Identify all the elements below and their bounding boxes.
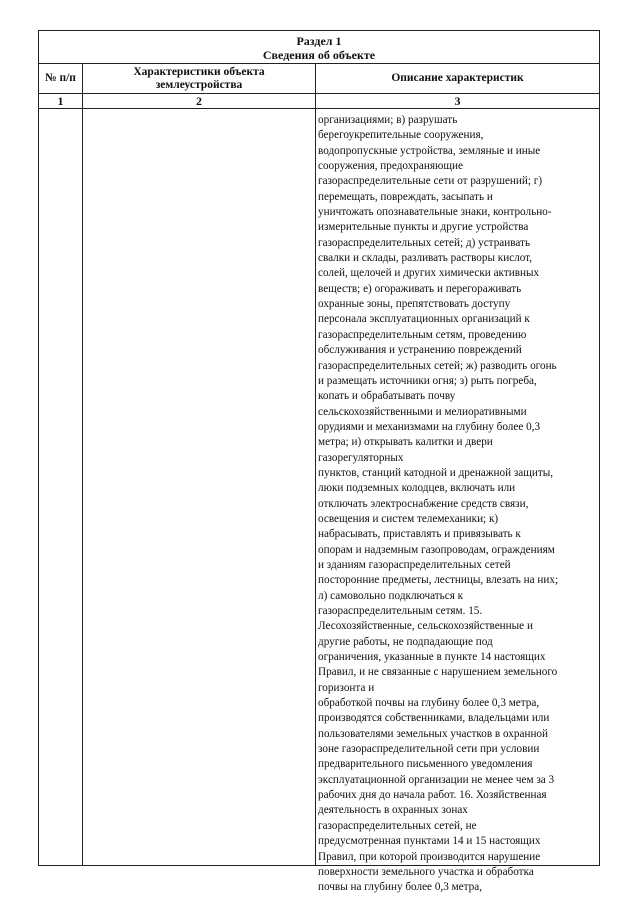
- description-line: и размещать источники огня; з) рыть погреба,: [318, 374, 537, 387]
- description-line: измерительные пункты и другие устройства: [318, 221, 529, 234]
- description-line: Правил, и не связанные с нарушением земельного: [318, 666, 558, 679]
- description-line: свалки и склады, разливать растворы кислот,: [318, 252, 533, 265]
- description-line: набрасывать, приставлять и привязывать к: [318, 528, 521, 541]
- column-number-1: 1: [57, 94, 64, 108]
- description-line: берегоукрепительные сооружения,: [318, 129, 484, 142]
- description-line: посторонние предметы, лестницы, влезать на них;: [318, 574, 559, 587]
- description-line: пользователями земельных участков в охранной: [318, 727, 549, 740]
- section-table: [38, 30, 600, 894]
- description-line: газораспределительных сетей, не: [318, 819, 477, 832]
- description-line: организациями; в) разрушать: [318, 114, 458, 126]
- description-line: солей, щелочей и других химически активных: [318, 267, 540, 280]
- description-line: почвы на глубину более 0,3 метра,: [318, 881, 483, 894]
- description-line: метра; и) открывать калитки и двери: [318, 436, 493, 449]
- column-divider: [82, 63, 83, 865]
- description-line: обработкой почвы на глубину более 0,3 метра,: [318, 697, 540, 710]
- description-line: газораспределительным сетям, проведению: [318, 328, 527, 341]
- description-line: и зданиям газораспределительных сетей: [318, 558, 511, 571]
- description-line: поверхности земельного участка и обработка: [318, 865, 534, 878]
- description-line: водопропускные устройства, земляные и иные: [318, 144, 541, 157]
- description-line: охранные зоны, препятствовать доступу: [318, 298, 511, 311]
- description-line: л) самовольно подключаться к: [318, 589, 464, 602]
- description-line: веществ; е) огораживать и перегораживать: [318, 282, 522, 295]
- description-line: уничтожать опознавательные знаки, контрольно-: [318, 206, 552, 219]
- description-line: персонала эксплуатационных организаций к: [318, 313, 530, 326]
- description-line: эксплуатационной организации не менее чем за 3: [318, 773, 555, 786]
- section-title: Раздел 1: [296, 34, 342, 48]
- description-line: газораспределительных сетей; ж) разводить огонь: [318, 359, 557, 372]
- description-line: зоне газораспределительной сети при условии: [318, 743, 540, 756]
- description-line: люки подземных колодцев, включать или: [318, 482, 516, 495]
- description-line: обслуживания и устранению повреждений: [318, 344, 522, 357]
- description-line: перемещать, повреждать, засыпать и: [318, 190, 493, 203]
- description-line: газораспределительным сетям. 15.: [318, 605, 483, 617]
- description-line: Правил, при которой производится нарушение: [318, 850, 541, 863]
- description-line: газорегуляторных: [318, 451, 404, 464]
- description-line: опорам и надземным газопроводам, ограждениям: [318, 543, 555, 556]
- section-heading: [39, 34, 599, 62]
- description-line: предусмотренная пунктами 14 и 15 настоящих: [318, 835, 541, 848]
- description-line: Лесохозяйственные, сельскохозяйственные и: [318, 620, 533, 633]
- description-line: пунктов, станций катодной и дренажной защиты,: [318, 466, 554, 479]
- description-line: сельскохозяйственными и мелиоративными: [318, 405, 527, 418]
- header-number: № п/п: [45, 72, 76, 84]
- description-line: ограничения, указанные в пункте 14 настоящих: [318, 651, 546, 664]
- description-line: рабочих дня до начала работ. 16. Хозяйственная: [318, 789, 547, 802]
- divider: [39, 108, 599, 109]
- description-line: производятся собственниками, владельцами или: [318, 712, 550, 725]
- description-line: сооружения, предохраняющие: [318, 160, 463, 173]
- column-number-3: 3: [454, 94, 461, 108]
- description-line: освещения и систем телемеханики; к): [318, 512, 499, 525]
- header-description: Описание характеристик: [391, 72, 524, 84]
- description-line: другие работы, не подпадающие под: [318, 635, 493, 648]
- description-line: газораспределительные сети от разрушений; г): [318, 175, 543, 188]
- header-characteristics: Характеристики объекта землеустройства: [133, 65, 265, 91]
- description-line: газораспределительных сетей; д) устраивать: [318, 236, 531, 249]
- column-divider: [315, 63, 316, 865]
- description-line: деятельность в охранных зонах: [318, 804, 468, 817]
- description-line: предварительного письменного уведомления: [318, 758, 533, 771]
- description-text: [318, 113, 596, 896]
- description-line: орудиями и механизмами на глубину более 0,3: [318, 420, 541, 433]
- section-subtitle: Сведения об объекте: [262, 48, 376, 62]
- description-line: отключать электроснабжение средств связи,: [318, 497, 529, 510]
- column-number-2: 2: [196, 94, 202, 108]
- description-line: копать и обрабатывать почву: [318, 390, 456, 403]
- description-line: горизонта и: [318, 681, 375, 694]
